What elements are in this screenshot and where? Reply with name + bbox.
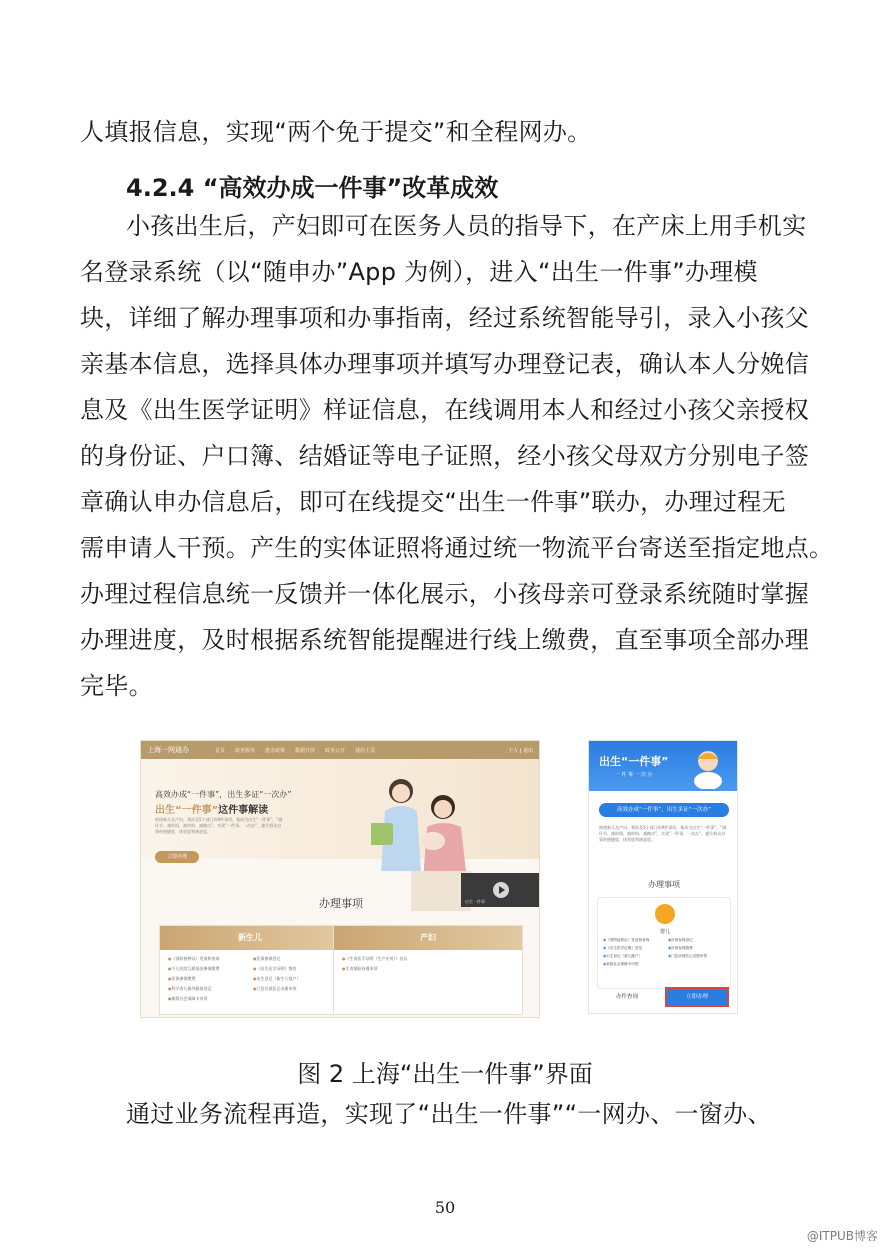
card-mother bbox=[333, 925, 523, 1015]
service-checkbox[interactable]: ◉ 新版社会保障卡申领 bbox=[603, 962, 664, 967]
desktop-logo: 上海一网通办 bbox=[147, 746, 189, 754]
mobile-banner-subtitle: 一件事一次办 bbox=[615, 772, 655, 778]
desktop-nav-bar bbox=[141, 741, 539, 759]
video-label: 出生一件事 bbox=[465, 899, 485, 904]
paragraph-line: 章确认申办信息后，即可在线提交“出生一件事”联办，办理过程无 bbox=[80, 488, 786, 516]
nav-item[interactable]: 我的主页 bbox=[355, 747, 376, 754]
paragraph-line: 亲基本信息，选择具体办理事项并填写办理登记表，确认本人分娩信 bbox=[80, 350, 809, 378]
paragraph-line: 小孩出生后，产妇即可在医务人员的指导下，在产床上用手机实 bbox=[126, 212, 807, 240]
card-newborn-title: 新生儿 bbox=[160, 926, 340, 950]
figure-caption: 图 2 上海“出生一件事”界面 bbox=[297, 1060, 593, 1088]
service-checkbox[interactable]: ◉ 出生登记（新儿落户） bbox=[603, 954, 664, 959]
nav-item[interactable]: 首页 bbox=[215, 747, 226, 754]
paragraph-line: 块，详细了解办理事项和办事指南，经过系统智能导引，录入小孩父 bbox=[80, 304, 809, 332]
desktop-nav-items bbox=[215, 747, 375, 754]
nav-item[interactable]: 惠企政策 bbox=[265, 747, 286, 754]
paragraph-line: 完毕。 bbox=[80, 672, 153, 700]
watermark: @ITPUB博客 bbox=[806, 1229, 878, 1243]
service-item[interactable]: ● 科学育儿指导服务登记 bbox=[168, 986, 247, 992]
service-checkbox[interactable]: ◉ 医保参保登记 bbox=[668, 938, 729, 943]
paragraph-line: 名登录系统（以“随申办”App 为例），进入“出生一件事”办理模 bbox=[80, 258, 758, 286]
mobile-banner-title: 出生“一件事” bbox=[599, 755, 669, 768]
mobile-slogan-pill: 高效办成“一件事”，出生多证“一次办” bbox=[599, 803, 729, 817]
hero-subtitle: 高效办成“一件事”，出生多证“一次办” bbox=[155, 790, 292, 799]
service-item[interactable]: ● 出生登记（新生儿落户） bbox=[253, 976, 332, 982]
service-checkbox[interactable]: ◉ 《预防接种证》发放和查询 bbox=[603, 938, 664, 943]
nav-item[interactable]: 政务服务 bbox=[235, 747, 256, 754]
card-newborn-items bbox=[160, 950, 340, 1008]
paragraph-line: 办理过程信息统一反馈并一体化展示，小孩母亲可登录系统随时掌握 bbox=[80, 580, 809, 608]
service-item[interactable]: ● 新版社会保障卡申领 bbox=[168, 996, 247, 1002]
service-item[interactable]: ● 《预防接种证》发放和查询 bbox=[168, 956, 247, 962]
service-item[interactable]: ● 生育保险待遇申领 bbox=[342, 966, 514, 972]
card-newborn bbox=[159, 925, 341, 1015]
service-item[interactable]: ● 《生育医学证明（生产专用）》出具 bbox=[342, 956, 514, 962]
service-item[interactable]: ● 医保参保登记 bbox=[253, 956, 332, 962]
mobile-card-label: 婴儿 bbox=[659, 929, 670, 935]
mobile-screenshot bbox=[588, 740, 738, 1014]
hero-description: 围绕新儿及产妇，将涉及5个部门的9件事项，集成为出生“一件事”，“减环节、减时间、减材料、减跑动”，实现“一件事、一次办”，提升群众办事的便捷度、体验度和满意度。 bbox=[155, 817, 283, 834]
nav-item[interactable]: 数据开放 bbox=[295, 747, 316, 754]
desktop-screenshot bbox=[140, 740, 540, 1018]
nav-item[interactable]: 政务公开 bbox=[325, 747, 346, 754]
mobile-card-infant bbox=[597, 897, 731, 989]
mobile-card-items bbox=[603, 938, 729, 967]
hero-title-accent: 出生“一件事” bbox=[155, 805, 219, 816]
service-item[interactable]: ● 《出生医学证明》签发 bbox=[253, 966, 332, 972]
card-mother-title: 产妇 bbox=[334, 926, 522, 950]
paragraph-line: 通过业务流程再造，实现了“出生一件事”“一网办、一窗办、 bbox=[126, 1100, 772, 1128]
paragraph-line: 息及《出生医学证明》样证信息，在线调用本人和经过小孩父亲授权 bbox=[80, 396, 809, 424]
service-checkbox[interactable]: ◉ 医保参保缴费 bbox=[668, 946, 729, 951]
paragraph-line: 办理进度，及时根据系统智能提醒进行线上缴费，直至事项全部办理 bbox=[80, 626, 809, 654]
service-item[interactable]: ● 少儿住院互助基金参保缴费 bbox=[168, 966, 247, 972]
card-mother-items bbox=[334, 950, 522, 978]
paragraph-line: 人填报信息，实现“两个免于提交”和全程网办。 bbox=[80, 118, 592, 146]
service-checkbox[interactable]: ◉ 门急诊就医记录册申领 bbox=[668, 954, 729, 959]
section-heading: 4.2.4 “高效办成一件事”改革成效 bbox=[126, 174, 499, 202]
service-item[interactable]: ● 门急诊就医记录册申领 bbox=[253, 986, 332, 992]
mobile-description: 围绕新儿及产妇，将涉及5个部门的9件事项，集成为出生“一件事”，“减环节、减时间、减材料、减跑动”，实现“一件事、一次办”，提升群众办事的便捷度、体验度和满意度。 bbox=[599, 825, 727, 842]
hero-title bbox=[155, 801, 268, 816]
service-checkbox[interactable]: ◉ 《出生医学证明》签发 bbox=[603, 946, 664, 951]
user-menu[interactable]: 个人 | 退出 bbox=[508, 747, 533, 754]
paragraph-line: 的身份证、户口簿、结婚证等电子证照，经小孩父母双方分别电子签 bbox=[80, 442, 809, 470]
mobile-section-title: 办理事项 bbox=[648, 880, 680, 889]
service-item[interactable]: ● 医保参保缴费 bbox=[168, 976, 247, 982]
page-number: 50 bbox=[434, 1198, 456, 1217]
baby-illustration-icon bbox=[689, 747, 727, 789]
mobile-banner bbox=[589, 741, 737, 791]
apply-button[interactable]: 立即办理 bbox=[665, 987, 729, 1007]
paragraph-line: 需申请人干预。产生的实体证照将通过统一物流平台寄送至指定地点。 bbox=[80, 534, 834, 562]
query-button[interactable]: 办件查询 bbox=[615, 994, 638, 1000]
hero-title-rest: 这件事解读 bbox=[218, 805, 269, 816]
hero-apply-button[interactable]: 立即办理 bbox=[155, 851, 199, 863]
desktop-section-title: 办理事项 bbox=[319, 897, 363, 910]
infant-icon bbox=[655, 904, 675, 924]
